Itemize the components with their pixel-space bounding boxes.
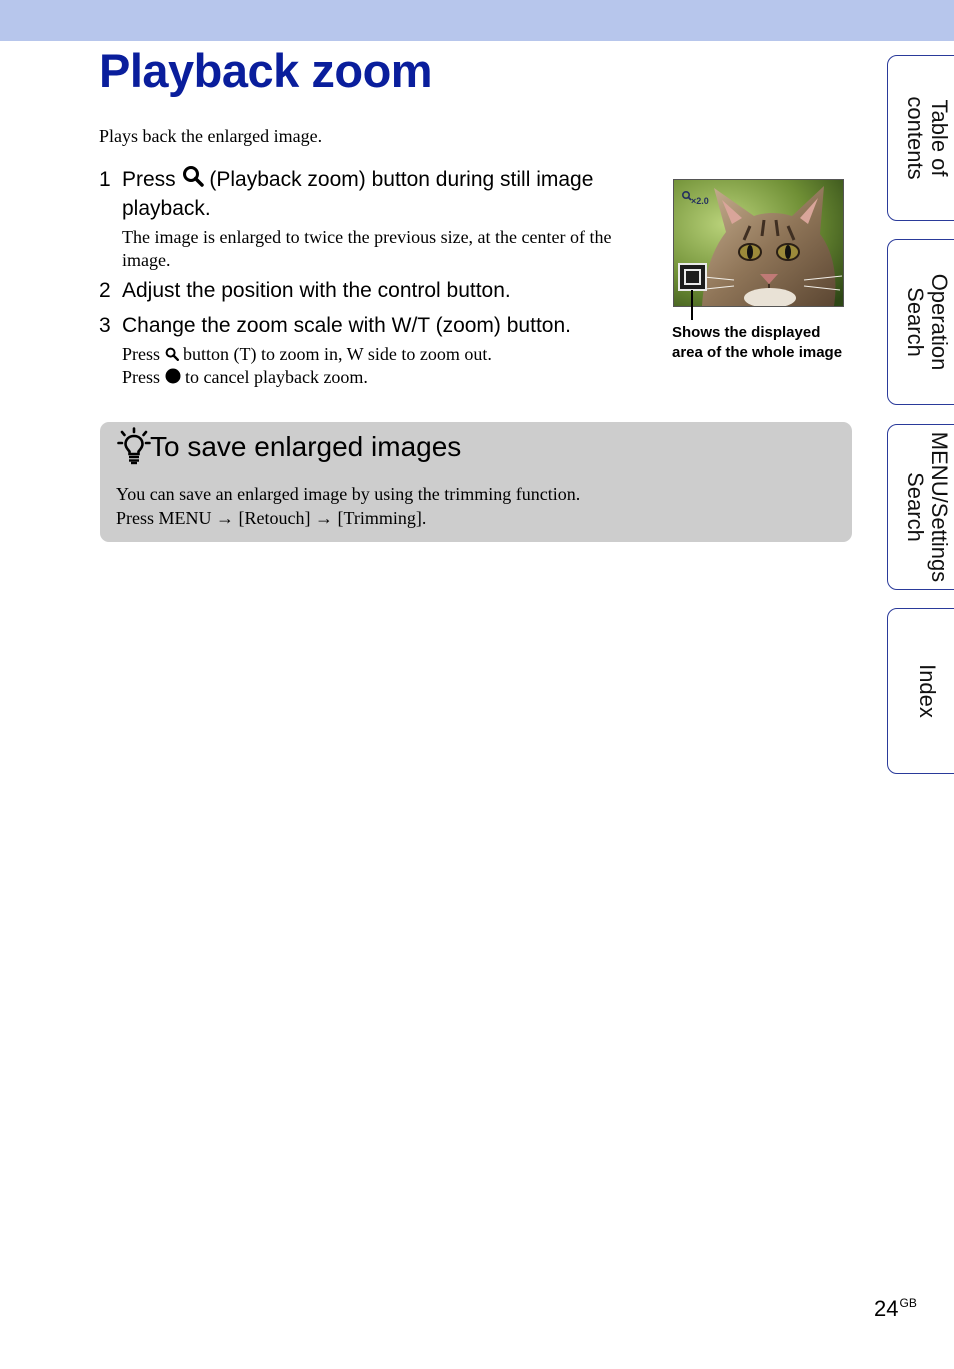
step-2-number: 2 xyxy=(99,279,111,302)
callout-line xyxy=(691,290,693,320)
step-2-text: Adjust the position with the control button. xyxy=(122,279,511,302)
figure-caption: Shows the displayed area of the whole image xyxy=(672,324,843,361)
step-3-zoom-text: button (T) to zoom in, W side to zoom out. xyxy=(183,344,492,364)
page-number-suffix: GB xyxy=(899,1296,917,1310)
step-3-press-a: Press xyxy=(122,344,161,364)
tab-index[interactable] xyxy=(887,608,954,774)
tip-line-2 xyxy=(116,506,426,530)
step-1-note-line1: The image is enlarged to twice the previous size, at the center of the xyxy=(122,227,612,247)
right-arrow-icon: → xyxy=(315,508,333,528)
step-3-text: Change the zoom scale with W/T (zoom) button. xyxy=(122,314,571,337)
step-3-note-cancel xyxy=(122,366,368,390)
tip-menu-text: Press MENU xyxy=(116,508,212,528)
step-1-text xyxy=(122,165,593,195)
tab-table-of-contents-label: Table of contents xyxy=(903,96,952,180)
step-3-press-b: Press xyxy=(122,367,161,387)
tab-table-of-contents[interactable] xyxy=(887,55,954,221)
tab-operation-search[interactable] xyxy=(887,239,954,405)
tab-index-label: Index xyxy=(915,664,940,718)
step-1-text-line2: playback. xyxy=(122,197,211,220)
step-1-rest: (Playback zoom) button during still image xyxy=(209,168,594,191)
page-number-value: 24 xyxy=(874,1296,899,1321)
step-3-number: 3 xyxy=(99,314,111,337)
tip-retouch-text: [Retouch] xyxy=(238,508,311,528)
tip-title: To save enlarged images xyxy=(150,431,462,462)
step-1-number: 1 xyxy=(99,168,111,191)
center-button-icon xyxy=(165,367,181,390)
intro-text: Plays back the enlarged image. xyxy=(99,126,323,146)
header-band xyxy=(0,0,954,41)
zoom-magnifier-small-icon xyxy=(165,344,179,367)
page-number xyxy=(874,1289,917,1323)
lightbulb-hint-icon xyxy=(117,427,151,470)
right-arrow-icon: → xyxy=(216,508,235,528)
page-title: Playback zoom xyxy=(99,44,433,97)
step-1-press: Press xyxy=(122,168,176,191)
tip-trimming-text: [Trimming]. xyxy=(337,508,427,528)
tip-line-1: You can save an enlarged image by using the trimming function. xyxy=(116,484,581,504)
tab-menu-settings-search-label: MENU/Settings Search xyxy=(903,431,952,583)
step-3-note-zoom xyxy=(122,343,492,367)
step-1-note-line2: image. xyxy=(122,250,171,270)
step-3-cancel-text: to cancel playback zoom. xyxy=(185,367,368,387)
zoom-magnifier-icon xyxy=(182,165,204,195)
tab-menu-settings-search[interactable] xyxy=(887,424,954,590)
zoom-scale-label: ×2.0 xyxy=(691,196,709,206)
tab-operation-search-label: Operation Search xyxy=(903,273,952,371)
